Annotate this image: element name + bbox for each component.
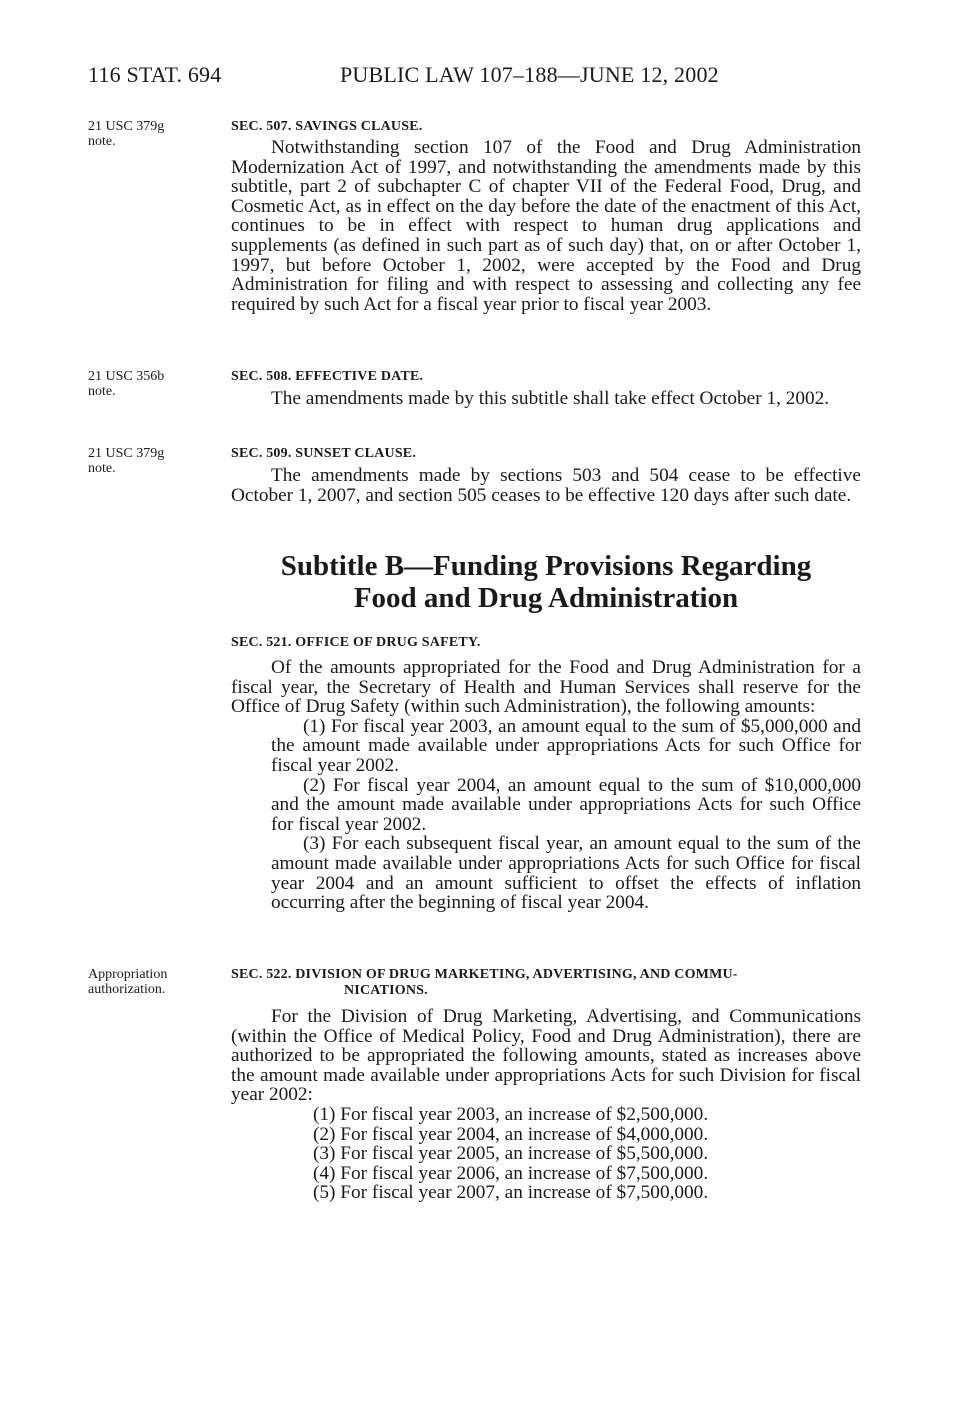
section-522-item-1: (1) For fiscal year 2003, an increase of $2,500,000. [313,1103,709,1125]
section-508-heading: SEC. 508. EFFECTIVE DATE. [231,369,424,384]
section-522-item-5: (5) For fiscal year 2007, an increase of $7,500,000. [313,1182,709,1204]
section-509-heading: SEC. 509. SUNSET CLAUSE. [231,446,417,461]
section-521-item-3: (3) For each subsequent fiscal year, an amount equal to the sum of the amount made available under appropriations Acts for such Office for fiscal year 2004 and an amount sufficient to offset the effects of inflation occurring after the beginning of fiscal year 2004. [271,833,861,914]
section-522-heading-line-2: NICATIONS. [344,983,428,998]
subtitle-heading [231,550,861,614]
margin-note-usc-379g: 21 USC 379g note. [88,119,165,149]
section-521-item-2: (2) For fiscal year 2004, an amount equal to the sum of $10,000,000 and the amount made available under appropriations Acts for such Office for fiscal year 2002. [271,774,861,835]
section-522-item-2: (2) For fiscal year 2004, an increase of $4,000,000. [313,1123,709,1145]
subtitle-line-2: Food and Drug Administration [353,582,739,614]
page-law-title: PUBLIC LAW 107–188—JUNE 12, 2002 [340,62,719,87]
section-522-heading-line-1: SEC. 522. DIVISION OF DRUG MARKETING, ADVERTISING, AND COMMU- [231,967,738,982]
section-509-text: The amendments made by sections 503 and 504 cease to be effective October 1, 2007, and section 505 ceases to be effective 120 days after such date. [231,465,861,506]
section-522-intro: For the Division of Drug Marketing, Advertising, and Communications (within the Office of Medical Policy, Food and Drug Administration), there are authorized to be appropriated the following amounts, stated as increases above the amount made available under appropriations Acts for such Division for fiscal year 2002: [231,1006,861,1106]
section-522-item-4: (4) For fiscal year 2006, an increase of $7,500,000. [313,1162,709,1184]
margin-note-usc-379g-2: 21 USC 379g note. [88,446,165,476]
section-508-text: The amendments made by this subtitle shall take effect October 1, 2002. [271,388,830,409]
section-509 [231,446,861,505]
margin-note-usc-356b: 21 USC 356b note. [88,369,165,399]
section-521-heading: SEC. 521. OFFICE OF DRUG SAFETY. [231,635,481,650]
page-citation: 116 STAT. 694 [88,62,222,87]
section-521-item-1: (1) For fiscal year 2003, an amount equal to the sum of $5,000,000 and the amount made available under appropriations Acts for such Office for fiscal year 2002. [271,715,861,776]
section-507-heading: SEC. 507. SAVINGS CLAUSE. [231,119,423,134]
subtitle-line-1: Subtitle B—Funding Provisions Regarding [280,550,812,582]
section-507-text: Notwithstanding section 107 of the Food and Drug Administration Modernization Act of 1997, and notwithstanding the amendments made by this subtitle, part 2 of subchapter C of chapter VII of the Federal Food, Drug, and Cosmetic Act, as in effect on the day before the date of the enactment of this Act, continues to be in effect with respect to human drug applications and supplements (as defined in such part as of such day) that, on or after October 1, 1997, but before October 1, 2002, were accepted by the Food and Drug Administration for filing and with respect to assessing and collecting any fee required by such Act for a fiscal year prior to fiscal year 2003. [231,137,861,315]
section-521-intro: Of the amounts appropriated for the Food and Drug Administration for a fiscal year, the Secretary of Health and Human Services shall reserve for the Office of Drug Safety (within such Administration), the following amounts: [231,657,861,718]
section-522-item-3: (3) For fiscal year 2005, an increase of $5,500,000. [313,1143,709,1165]
margin-note-appropriation: Appropriation authorization. [88,967,168,997]
section-522 [231,967,861,1203]
section-521 [231,635,861,913]
section-508 [231,369,861,409]
section-507 [231,119,861,314]
